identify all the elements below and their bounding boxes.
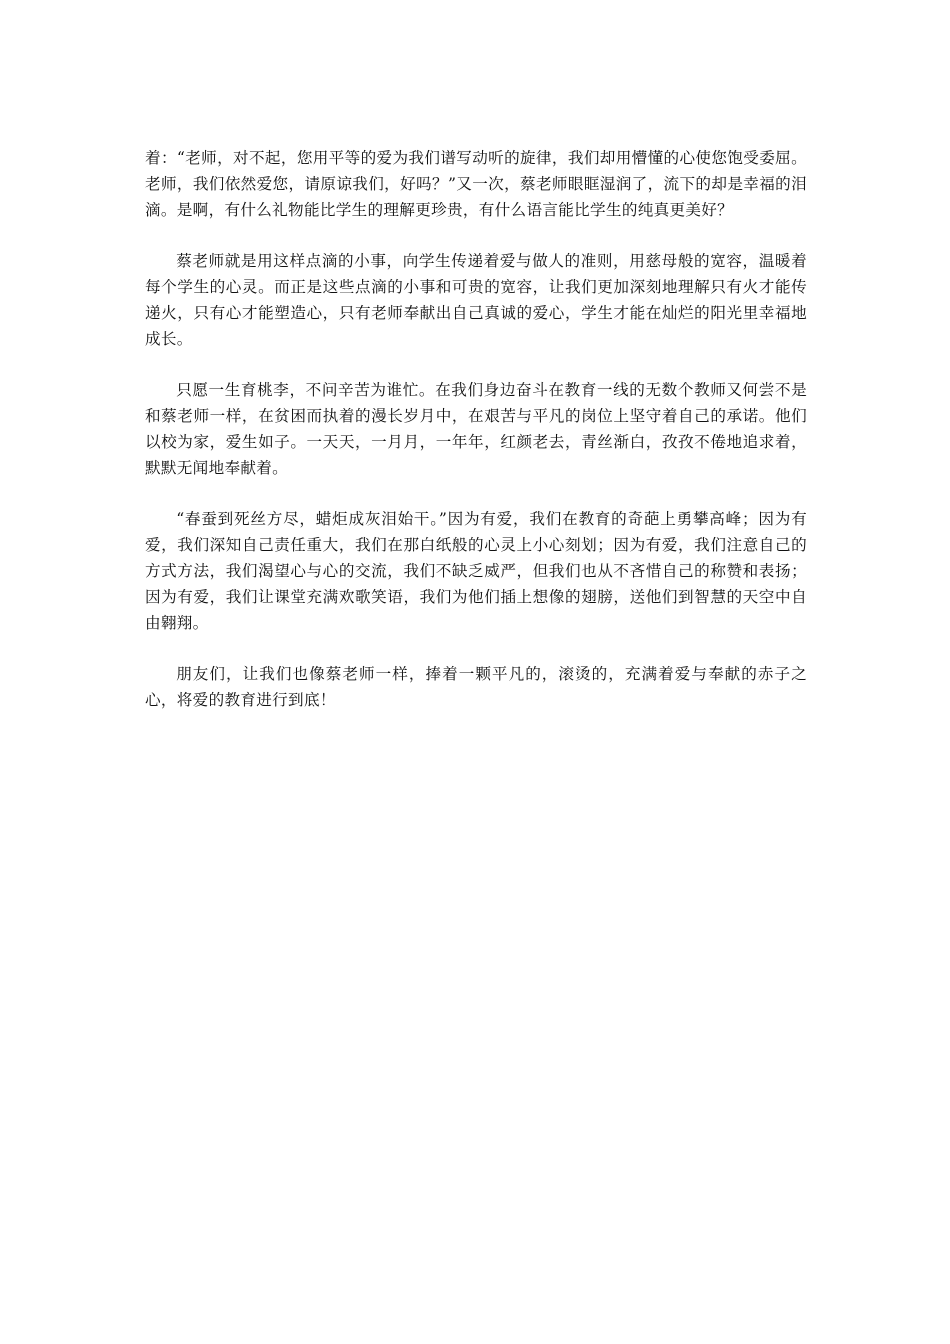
document-page xyxy=(145,145,807,738)
paragraph-5: 朋友们，让我们也像蔡老师一样，捧着一颗平凡的，滚烫的，充满着爱与奉献的赤子之心，将爱的教育进行到底！ xyxy=(145,665,807,709)
paragraph-2: 蔡老师就是用这样点滴的小事，向学生传递着爱与做人的准则，用慈母般的宽容，温暖着每个学生的心灵。而正是这些点滴的小事和可贵的宽容，让我们更加深刻地理解只有火才能传递火，只有心才能塑造心，只有老师奉献出自己真诚的爱心，学生才能在灿烂的阳光里幸福地成长。 xyxy=(145,252,807,348)
paragraph-4: “春蚕到死丝方尽，蜡炬成灰泪始干。”因为有爱，我们在教育的奇葩上勇攀高峰；因为有爱，我们深知自己责任重大，我们在那白纸般的心灵上小心刻划；因为有爱，我们注意自己的方式方法，我们渴望心与心的交流，我们不缺乏威严，但我们也从不吝惜自己的称赞和表扬；因为有爱，我们让课堂充满欢歌笑语，我们为他们插上想像的翅膀，送他们到智慧的天空中自由翱翔。 xyxy=(145,510,807,632)
paragraph-1: 着：“老师，对不起，您用平等的爱为我们谱写动听的旋律，我们却用懵懂的心使您饱受委屈。老师，我们依然爱您，请原谅我们，好吗？”又一次，蔡老师眼眶湿润了，流下的却是幸福的泪滴。是啊，有什么礼物能比学生的理解更珍贵，有什么语言能比学生的纯真更美好？ xyxy=(145,149,807,219)
paragraph-3: 只愿一生育桃李，不问辛苦为谁忙。在我们身边奋斗在教育一线的无数个教师又何尝不是和蔡老师一样，在贫困而执着的漫长岁月中，在艰苦与平凡的岗位上坚守着自己的承诺。他们以校为家，爱生如子。一天天，一月月，一年年，红颜老去，青丝渐白，孜孜不倦地追求着，默默无闻地奉献着。 xyxy=(145,381,807,477)
